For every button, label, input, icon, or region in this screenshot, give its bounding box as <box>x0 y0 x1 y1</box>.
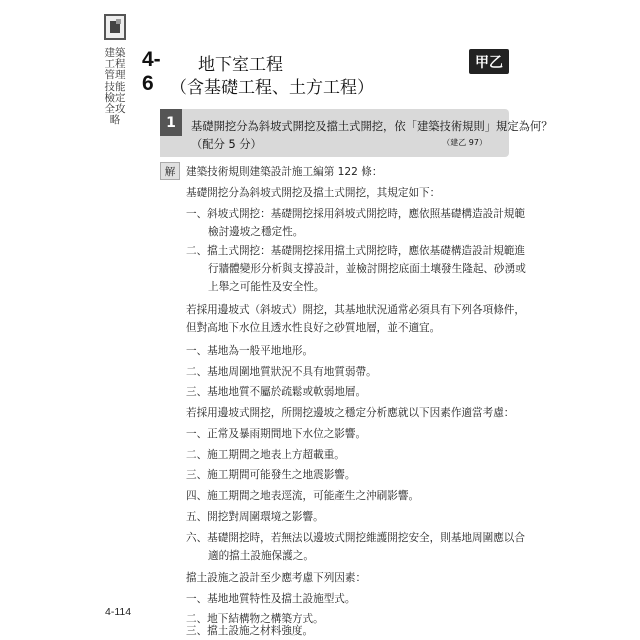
section-number: 4-6 <box>142 48 161 95</box>
question-box <box>160 109 553 157</box>
answer-line: 五、開挖對周圍環境之影響。 <box>186 511 324 523</box>
question-text: 基礎開挖分為斜坡式開挖及擋土式開挖，依「建築技術規則」規定為何？ <box>191 120 553 133</box>
answer-line: 但對高地下水位且透水性良好之砂質地層，並不適宜。 <box>186 322 441 334</box>
answer-line: 二、施工期間之地表上方超載重。 <box>186 449 345 461</box>
answer-line: 四、施工期間之地表逕流，可能產生之沖刷影響。 <box>186 490 420 502</box>
answer-line: 適的擋土設施保護之。 <box>208 550 314 562</box>
sidebar <box>104 14 126 126</box>
answer-line: 二、基地周圍地質狀況不具有地質弱帶。 <box>186 366 377 378</box>
answer-line: 檢討邊坡之穩定性。 <box>208 226 304 238</box>
question-score: （配分 5 分） <box>191 138 262 151</box>
book-chapter-icon <box>104 14 126 40</box>
section-subtitle: （含基礎工程、土方工程） <box>170 78 374 98</box>
section-title: 地下室工程 <box>198 55 283 75</box>
answer-line: 一、斜坡式開挖：基礎開挖採用斜坡式開挖時，應依照基礎構造設計規範 <box>186 208 525 220</box>
page-number: 4-114 <box>105 606 132 618</box>
answer-tag: 解 <box>160 162 180 180</box>
answer-line: 基礎開挖分為斜坡式開挖及擋土式開挖，其規定如下： <box>186 187 441 199</box>
answer-line: 二、擋土式開挖：基礎開挖採用擋土式開挖時，應依基礎構造設計規範進 <box>186 245 525 257</box>
answer-line: 若採用邊坡式（斜坡式）開挖，其基地狀況通常必須具有下列各項條件， <box>186 304 525 316</box>
answer-line: 六、基礎開挖時，若無法以邊坡式開挖維護開挖安全，則基地周圍應以合 <box>186 532 525 544</box>
grade-badge: 甲乙 <box>469 49 509 74</box>
answer-line: 一、基地地質特性及擋土設施型式。 <box>186 593 356 605</box>
answer-line: 擋土設施之設計至少應考慮下列因素： <box>186 572 367 584</box>
question-number: 1 <box>160 109 182 136</box>
answer-line: 三、擋土設施之材料強度。 <box>186 625 314 637</box>
answer-line: 行牆體變形分析與支撐設計，並檢討開挖底面土壤發生隆起、砂湧或 <box>208 263 526 275</box>
answer-line: 三、基地地質不屬於疏鬆或軟弱地層。 <box>186 386 367 398</box>
answer-line: 上舉之可能性及安全性。 <box>208 281 325 293</box>
answer-line: 一、正常及暴雨期間地下水位之影響。 <box>186 428 367 440</box>
answer-line: 一、基地為一般平地地形。 <box>186 345 314 357</box>
answer-line: 若採用邊坡式開挖，所開挖邊坡之穩定分析應就以下因素作適當考慮： <box>186 407 515 419</box>
question-source: （建乙 97） <box>442 138 487 147</box>
answer-line: 三、施工期間可能發生之地震影響。 <box>186 469 356 481</box>
sidebar-book-title: 建築工程管理技能檢定全攻略 <box>104 47 126 127</box>
answer-line: 建築技術規則建築設計施工編第 122 條： <box>186 166 383 178</box>
answer-line: 二、地下結構物之構築方式。 <box>186 613 324 625</box>
